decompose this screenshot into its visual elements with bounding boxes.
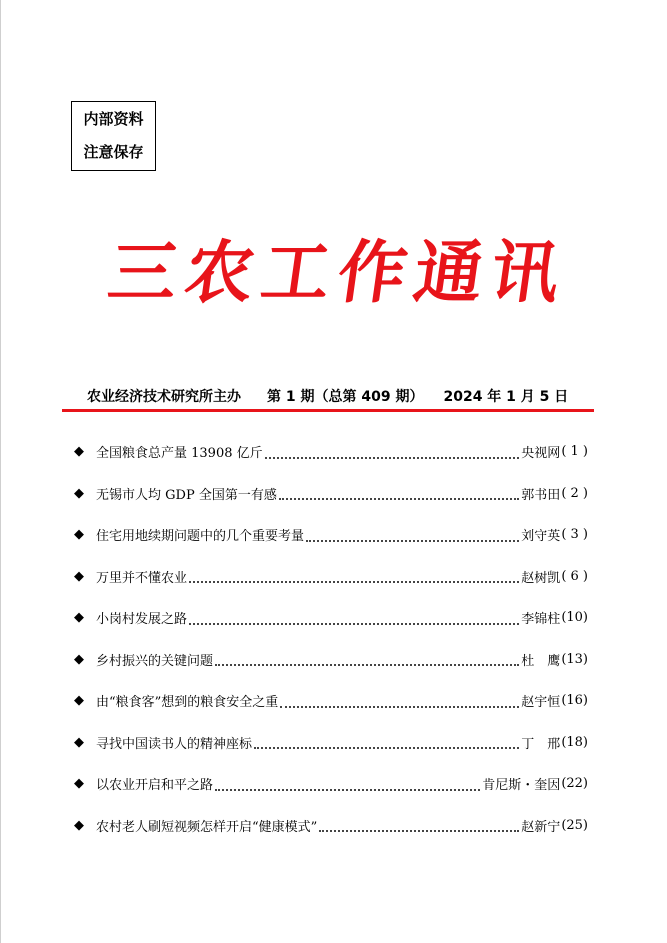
toc-page: ( 1 ) [561, 444, 588, 460]
stamp-line-1: 内部资料 [83, 110, 144, 128]
diamond-bullet-icon: ◆ [74, 527, 84, 543]
diamond-bullet-icon: ◆ [74, 734, 84, 750]
toc-item[interactable] [74, 514, 588, 556]
dot-leader [319, 818, 519, 832]
toc-page: (25) [561, 817, 588, 833]
masthead-title [104, 222, 567, 312]
stamp-line-2: 注意保存 [83, 143, 144, 161]
dot-leader [215, 777, 480, 791]
toc-page: (22) [561, 776, 588, 792]
issue-number: 第 1 期（总第 409 期） [267, 389, 424, 405]
table-of-contents [74, 431, 588, 846]
toc-item[interactable] [74, 722, 588, 764]
page-edge [0, 0, 1, 943]
masthead-char: 工 [256, 233, 336, 313]
diamond-bullet-icon: ◆ [74, 610, 84, 626]
toc-page: (18) [561, 734, 588, 750]
toc-page: (16) [561, 693, 588, 709]
toc-author: 肯尼斯・奎因 [482, 778, 561, 794]
toc-title: 全国粮食总产量 13908 亿斤 [96, 446, 263, 462]
toc-author: 丁 邢 [521, 736, 561, 752]
toc-page: ( 6 ) [561, 568, 588, 584]
toc-page: (10) [561, 610, 588, 626]
dot-leader [265, 445, 520, 459]
issue-date: 2024 年 1 月 5 日 [443, 389, 569, 405]
diamond-bullet-icon: ◆ [74, 568, 84, 584]
toc-author: 杜 鹰 [521, 653, 561, 669]
dot-leader [280, 694, 519, 708]
dot-leader [279, 486, 519, 500]
red-divider [62, 409, 594, 412]
toc-item[interactable] [74, 473, 588, 515]
toc-item[interactable] [74, 639, 588, 681]
masthead-char: 农 [179, 233, 260, 313]
dot-leader [254, 735, 519, 749]
dot-leader [189, 569, 519, 583]
toc-title: 住宅用地续期问题中的几个重要考量 [96, 529, 305, 545]
toc-title: 由“粮食客”想到的粮食安全之重 [96, 695, 279, 711]
masthead-char: 通 [409, 233, 489, 313]
toc-item[interactable] [74, 805, 588, 847]
masthead-char: 讯 [485, 233, 565, 313]
toc-page: ( 3 ) [561, 527, 588, 543]
toc-author: 刘守英 [521, 529, 561, 545]
toc-item[interactable] [74, 763, 588, 805]
dot-leader [189, 611, 519, 625]
toc-author: 赵宇恒 [521, 695, 561, 711]
dot-leader [306, 528, 519, 542]
toc-title: 农村老人刷短视频怎样开启“健康模式” [96, 819, 318, 835]
toc-author: 赵树凯 [521, 570, 561, 586]
toc-title: 乡村振兴的关键问题 [96, 653, 214, 669]
toc-title: 万里并不懂农业 [96, 570, 188, 586]
dot-leader [215, 652, 519, 666]
toc-author: 央视网 [521, 446, 561, 462]
masthead-char: 三 [103, 233, 183, 313]
diamond-bullet-icon: ◆ [74, 776, 84, 792]
toc-item[interactable] [74, 680, 588, 722]
toc-title: 寻找中国读书人的精神座标 [96, 736, 253, 752]
toc-author: 郭书田 [521, 487, 561, 503]
diamond-bullet-icon: ◆ [74, 817, 84, 833]
toc-title: 以农业开启和平之路 [96, 778, 214, 794]
toc-item[interactable] [74, 431, 588, 473]
toc-title: 无锡市人均 GDP 全国第一有感 [96, 487, 277, 503]
diamond-bullet-icon: ◆ [74, 485, 84, 501]
diamond-bullet-icon: ◆ [74, 693, 84, 709]
toc-page: (13) [561, 651, 588, 667]
masthead-char: 作 [332, 233, 412, 313]
diamond-bullet-icon: ◆ [74, 651, 84, 667]
internal-material-stamp [71, 101, 156, 171]
toc-item[interactable] [74, 556, 588, 598]
toc-item[interactable] [74, 597, 588, 639]
toc-author: 赵新宁 [521, 819, 561, 835]
organizer: 农业经济技术研究所主办 [87, 389, 241, 405]
diamond-bullet-icon: ◆ [74, 444, 84, 460]
issue-info [73, 383, 593, 409]
toc-author: 李锦柱 [521, 612, 561, 628]
toc-page: ( 2 ) [561, 485, 588, 501]
toc-title: 小岗村发展之路 [96, 612, 188, 628]
